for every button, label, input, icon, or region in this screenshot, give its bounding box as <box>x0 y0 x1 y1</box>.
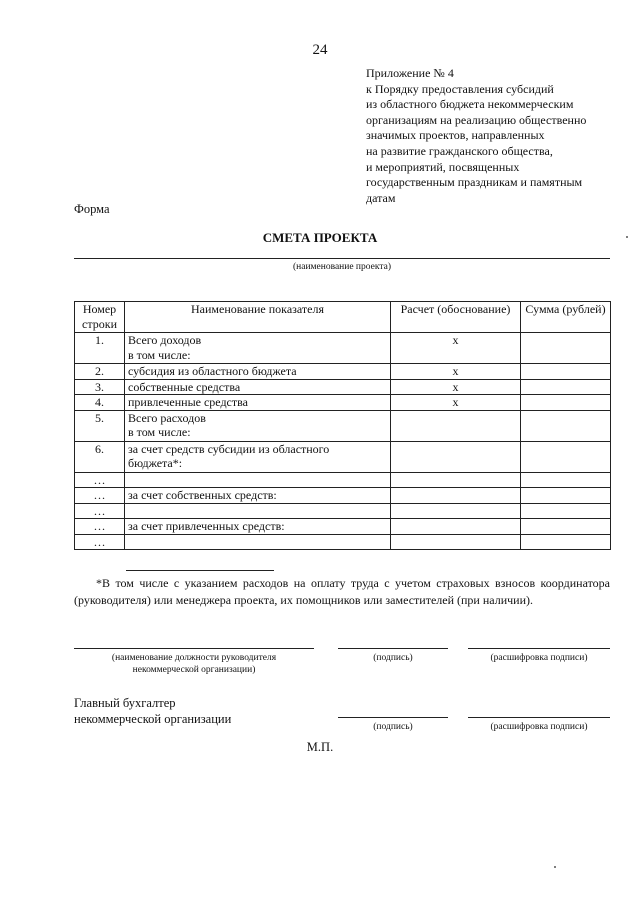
appendix-line: датам <box>366 190 396 205</box>
footnote: *В том числе с указанием расходов на оплату труда с учетом страховых взносов координатора (руководителя) или менеджера проекта, их помощников или заместителей (при наличии). <box>74 576 610 607</box>
indicator-line: привлеченные средства <box>128 395 248 409</box>
scan-speck <box>626 236 628 238</box>
page-number: 24 <box>312 42 328 58</box>
row-number: 3. <box>75 379 125 395</box>
row-sum <box>521 441 611 472</box>
row-number: 2. <box>75 364 125 380</box>
row-indicator-name <box>125 472 391 488</box>
row-number: 4. <box>75 395 125 411</box>
row-sum <box>521 519 611 535</box>
appendix-line: Приложение № 4 <box>366 66 454 80</box>
header-number: Номер строки <box>75 302 125 333</box>
row-number: 5. <box>75 410 125 441</box>
row-sum <box>521 395 611 411</box>
accountant-signature-line <box>338 717 448 718</box>
row-calculation <box>391 441 521 472</box>
indicator-line: в том числе: <box>128 347 191 362</box>
appendix-line: на развитие гражданского общества, <box>366 143 553 158</box>
table-row <box>75 395 611 411</box>
row-number: 1. <box>75 333 125 364</box>
appendix-line: из областного бюджета некоммерческим <box>366 97 574 112</box>
row-number: … <box>75 503 125 519</box>
appendix-line: и мероприятий, посвященных <box>366 159 520 174</box>
row-sum <box>521 503 611 519</box>
row-number: … <box>75 534 125 550</box>
head-signature-caption: (подпись) <box>373 653 413 663</box>
row-indicator-name <box>125 519 391 535</box>
indicator-line: Всего расходов <box>128 410 206 425</box>
indicator-line: за счет собственных средств: <box>128 488 277 502</box>
indicator-line: Всего доходов <box>128 333 202 347</box>
row-indicator-name <box>125 503 391 519</box>
accountant-decoding-line <box>468 717 610 718</box>
row-calculation <box>391 410 521 441</box>
budget-table <box>74 301 611 550</box>
indicator-line: за счет привлеченных средств: <box>128 519 285 533</box>
row-number: … <box>75 519 125 535</box>
appendix-line: организациям на реализацию общественно <box>366 112 587 127</box>
row-indicator-name <box>125 441 391 472</box>
accountant-line: некоммерческой организации <box>74 711 232 726</box>
row-calculation <box>391 472 521 488</box>
row-calculation: х <box>391 364 521 380</box>
row-sum <box>521 488 611 504</box>
header-sum: Сумма (рублей) <box>521 302 611 333</box>
appendix-line: к Порядку предоставления субсидий <box>366 81 554 96</box>
head-signature-line <box>338 648 448 649</box>
table-row <box>75 379 611 395</box>
table-row <box>75 488 611 504</box>
row-indicator-name <box>125 410 391 441</box>
table-row <box>75 410 611 441</box>
stamp-placeholder: М.П. <box>306 740 334 754</box>
row-calculation: х <box>391 395 521 411</box>
row-sum <box>521 364 611 380</box>
caption-line: (наименование должности руководителя <box>111 653 277 663</box>
table-row <box>75 333 611 364</box>
project-name-line <box>74 258 610 259</box>
indicator-line: за счет средств субсидии из областного <box>128 441 330 456</box>
scan-speck <box>554 866 556 868</box>
appendix-line: значимых проектов, направленных <box>366 128 545 143</box>
row-calculation <box>391 534 521 550</box>
accountant-signature-caption: (подпись) <box>373 722 413 732</box>
table-row <box>75 441 611 472</box>
table-row <box>75 534 611 550</box>
indicator-line: в том числе: <box>128 425 191 439</box>
head-decoding-caption: (расшифровка подписи) <box>490 653 588 663</box>
head-position-line <box>74 648 314 649</box>
header-name: Наименование показателя <box>125 302 391 333</box>
appendix-header <box>366 66 616 206</box>
row-number: 6. <box>75 441 125 472</box>
table-row <box>75 472 611 488</box>
indicator-line: субсидия из областного бюджета <box>128 364 297 378</box>
row-calculation <box>391 519 521 535</box>
row-sum <box>521 534 611 550</box>
appendix-line: государственным праздникам и памятным <box>366 175 583 190</box>
row-calculation <box>391 503 521 519</box>
table-row <box>75 364 611 380</box>
head-position-caption <box>74 652 314 676</box>
chief-accountant-label <box>74 696 231 727</box>
caption-line: некоммерческой организации) <box>132 665 256 675</box>
table-header-row <box>75 302 611 333</box>
indicator-line: собственные средства <box>128 379 241 394</box>
row-indicator-name <box>125 364 391 380</box>
row-sum <box>521 410 611 441</box>
form-label: Форма <box>74 202 110 216</box>
header-calc: Расчет (обоснование) <box>391 302 521 333</box>
row-indicator-name <box>125 379 391 395</box>
row-sum <box>521 333 611 364</box>
head-decoding-line <box>468 648 610 649</box>
row-calculation: х <box>391 333 521 364</box>
indicator-line: бюджета*: <box>128 456 183 470</box>
row-sum <box>521 379 611 395</box>
row-number: … <box>75 472 125 488</box>
accountant-decoding-caption: (расшифровка подписи) <box>490 722 588 732</box>
project-name-caption: (наименование проекта) <box>292 262 391 272</box>
row-indicator-name <box>125 534 391 550</box>
row-indicator-name <box>125 488 391 504</box>
footnote-separator <box>126 570 274 571</box>
table-row <box>75 503 611 519</box>
row-calculation: х <box>391 379 521 395</box>
row-indicator-name <box>125 395 391 411</box>
row-sum <box>521 472 611 488</box>
row-indicator-name <box>125 333 391 364</box>
row-number: … <box>75 488 125 504</box>
accountant-line: Главный бухгалтер <box>74 696 176 710</box>
table-row <box>75 519 611 535</box>
row-calculation <box>391 488 521 504</box>
document-title: СМЕТА ПРОЕКТА <box>262 230 378 245</box>
